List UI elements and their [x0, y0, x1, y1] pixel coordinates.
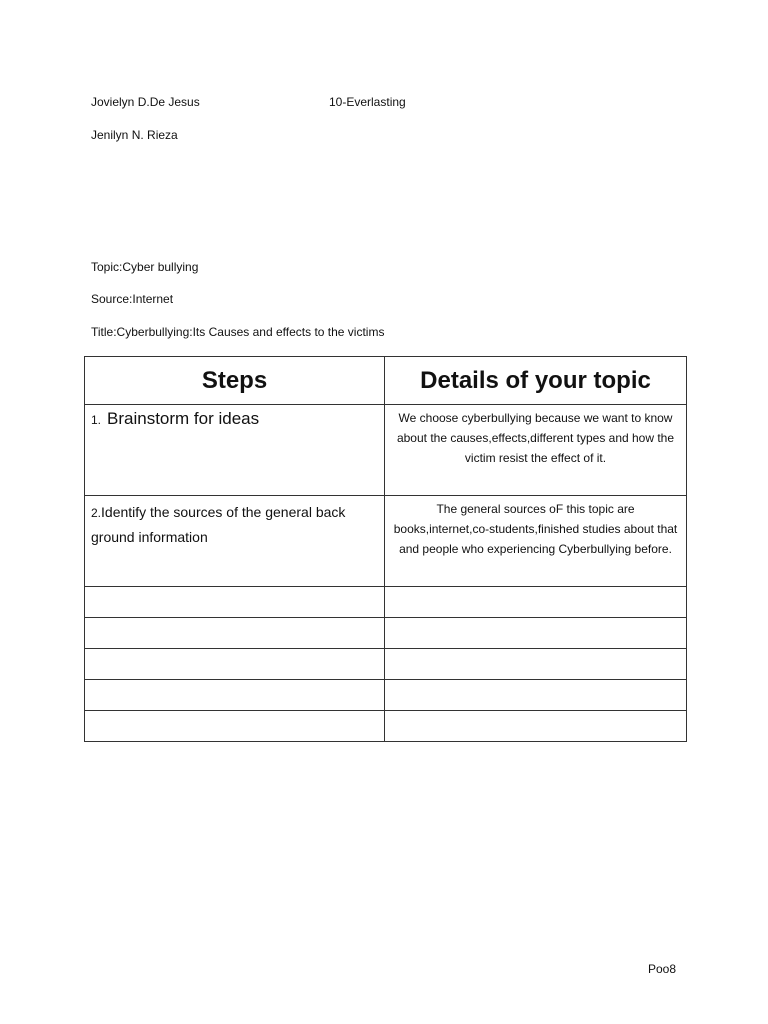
table-header-row	[85, 357, 687, 405]
step-text: Identify the sources of the general back ground information	[91, 504, 346, 545]
details-header: Details of your topic	[385, 357, 687, 405]
source-line: Source:Internet	[91, 292, 174, 306]
title-line: Title:Cyberbullying:Its Causes and effects to the victims	[91, 325, 385, 339]
detail-cell	[385, 405, 687, 496]
table-row	[85, 496, 687, 587]
empty-cell	[385, 587, 687, 618]
steps-header: Steps	[85, 357, 385, 405]
empty-row	[85, 711, 687, 742]
empty-row	[85, 618, 687, 649]
student-name-2: Jenilyn N. Rieza	[91, 128, 178, 142]
step-number: 2.	[91, 506, 102, 520]
step-cell	[85, 405, 385, 496]
empty-cell	[385, 649, 687, 680]
empty-cell	[85, 711, 385, 742]
step-text: Brainstorm for ideas	[107, 409, 260, 428]
steps-table	[84, 356, 687, 742]
student-name-1: Jovielyn D.De Jesus	[91, 95, 200, 109]
empty-row	[85, 587, 687, 618]
topic-line: Topic:Cyber bullying	[91, 260, 199, 274]
empty-cell	[85, 649, 385, 680]
step-cell	[85, 496, 385, 587]
detail-text: The general sources oF this topic are books,internet,co-students,finished studies about that and people who experiencing Cyberbullying before.	[393, 502, 678, 556]
empty-cell	[385, 680, 687, 711]
step-number: 1.	[91, 413, 102, 427]
detail-text: We choose cyberbullying because we want to know about the causes,effects,different types and how the victim resist the effect of it.	[396, 411, 675, 465]
empty-cell	[385, 711, 687, 742]
empty-row	[85, 649, 687, 680]
table-row	[85, 405, 687, 496]
page-number: Poo8	[648, 962, 677, 976]
empty-cell	[85, 587, 385, 618]
section-label: 10-Everlasting	[329, 95, 406, 109]
empty-cell	[85, 680, 385, 711]
detail-cell	[385, 496, 687, 587]
empty-cell	[85, 618, 385, 649]
empty-cell	[385, 618, 687, 649]
empty-row	[85, 680, 687, 711]
